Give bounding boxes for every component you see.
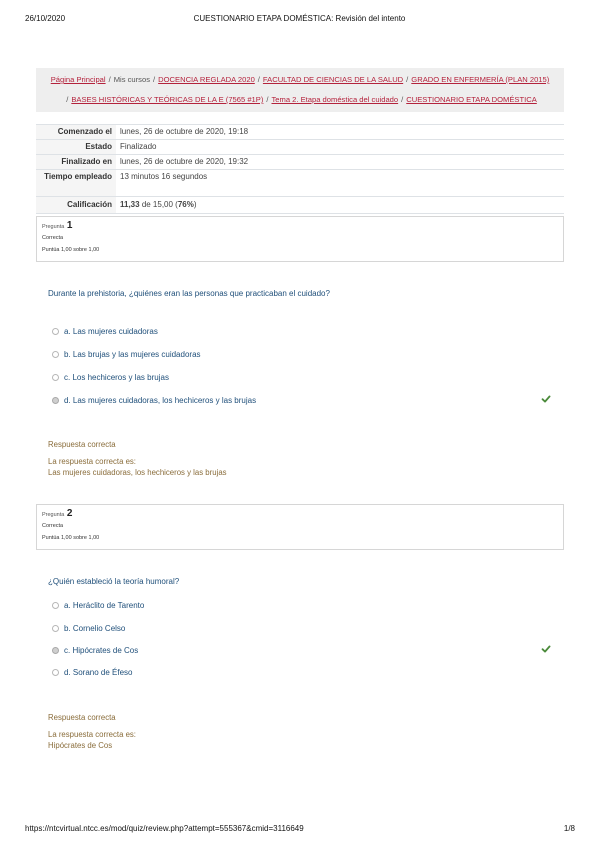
- summary-label: Comenzado el: [36, 125, 116, 140]
- print-date: 26/10/2020: [25, 14, 66, 23]
- radio-icon[interactable]: [52, 647, 59, 654]
- question-number: Pregunta 2: [42, 508, 73, 519]
- check-icon: [541, 394, 551, 404]
- answer-label: c. Hipócrates de Cos: [64, 646, 139, 655]
- breadcrumb-separator: /: [401, 95, 404, 104]
- summary-row-finished: [36, 155, 564, 170]
- answer-label: b. Las brujas y las mujeres cuidadoras: [64, 350, 201, 359]
- summary-row-time-taken: [36, 170, 564, 197]
- right-answer-intro: La respuesta correcta es:: [48, 457, 136, 466]
- grade-close: ): [193, 200, 197, 209]
- check-icon: [541, 644, 551, 654]
- breadcrumb-quiz[interactable]: CUESTIONARIO ETAPA DOMÉSTICA: [406, 95, 537, 104]
- answer-label: d. Las mujeres cuidadoras, los hechiceros y las brujas: [64, 396, 257, 405]
- radio-icon[interactable]: [52, 374, 59, 381]
- summary-value: 13 minutos 16 segundos: [116, 170, 564, 197]
- breadcrumb-separator: /: [266, 95, 269, 104]
- answer-option[interactable]: [52, 624, 562, 636]
- breadcrumb-separator: /: [66, 95, 69, 104]
- radio-icon[interactable]: [52, 397, 59, 404]
- answer-label: a. Heráclito de Tarento: [64, 601, 145, 610]
- right-answer-value: Las mujeres cuidadoras, los hechiceros y las brujas: [48, 468, 227, 477]
- question-1-info: [36, 216, 564, 262]
- question-2-text: ¿Quién estableció la teoría humoral?: [48, 577, 180, 586]
- answer-label: d. Sorano de Éfeso: [64, 668, 133, 677]
- answer-option[interactable]: [52, 350, 562, 362]
- summary-label: Estado: [36, 140, 116, 155]
- question-1-right-answer: [48, 456, 227, 478]
- radio-icon[interactable]: [52, 351, 59, 358]
- question-state: Correcta: [42, 235, 64, 241]
- breadcrumb-topic[interactable]: Tema 2. Etapa doméstica del cuidado: [271, 95, 399, 104]
- print-title: CUESTIONARIO ETAPA DOMÉSTICA: Revisión del intento: [193, 14, 406, 23]
- question-1-text: Durante la prehistoria, ¿quiénes eran las personas que practicaban el cuidado?: [48, 289, 330, 298]
- radio-icon[interactable]: [52, 602, 59, 609]
- summary-value: lunes, 26 de octubre de 2020, 19:18: [116, 125, 564, 140]
- breadcrumb-separator: /: [153, 75, 156, 84]
- breadcrumb-facultad[interactable]: FACULTAD DE CIENCIAS DE LA SALUD: [262, 75, 404, 84]
- print-page-number: 1/8: [563, 824, 575, 833]
- radio-icon[interactable]: [52, 669, 59, 676]
- summary-label: Calificación: [36, 197, 116, 214]
- answer-label: c. Los hechiceros y las brujas: [64, 373, 169, 382]
- summary-label: Tiempo empleado: [36, 170, 116, 197]
- breadcrumb-line-2: [36, 95, 564, 104]
- question-2-right-answer: [48, 729, 136, 751]
- answer-label: b. Cornelio Celso: [64, 624, 126, 633]
- question-number: Pregunta 1: [42, 220, 73, 231]
- breadcrumb-separator: /: [108, 75, 111, 84]
- breadcrumb-separator: /: [257, 75, 260, 84]
- summary-row-state: [36, 140, 564, 155]
- print-url: https://ntcvirtual.ntcc.es/mod/quiz/review.php?attempt=555367&cmid=3116649: [25, 824, 304, 833]
- summary-value: Finalizado: [116, 140, 564, 155]
- grade-percent: 76%: [177, 200, 194, 209]
- breadcrumb: [36, 68, 564, 112]
- question-2-feedback: Respuesta correcta: [48, 713, 116, 722]
- breadcrumb-my-courses: Mis cursos: [113, 75, 151, 84]
- answer-label: a. Las mujeres cuidadoras: [64, 327, 158, 336]
- question-2-info: [36, 504, 564, 550]
- answer-option[interactable]: [52, 327, 562, 339]
- summary-row-started: [36, 125, 564, 140]
- radio-icon[interactable]: [52, 328, 59, 335]
- breadcrumb-course[interactable]: BASES HISTÓRICAS Y TEÓRICAS DE LA E (7565 #1P): [71, 95, 264, 104]
- grade-score: 11,33: [120, 200, 140, 209]
- answer-option[interactable]: [52, 601, 562, 613]
- grade-of-text: de 15,00 (: [141, 200, 178, 209]
- breadcrumb-separator: /: [406, 75, 409, 84]
- answer-option[interactable]: [52, 373, 562, 385]
- right-answer-intro: La respuesta correcta es:: [48, 730, 136, 739]
- radio-icon[interactable]: [52, 625, 59, 632]
- breadcrumb-home[interactable]: Página Principal: [50, 75, 106, 84]
- question-1-feedback: Respuesta correcta: [48, 440, 116, 449]
- answer-option-selected[interactable]: [52, 396, 562, 408]
- question-state: Correcta: [42, 523, 64, 529]
- question-grade: Puntúa 1,00 sobre 1,00: [42, 247, 100, 253]
- summary-row-grade: [36, 197, 564, 214]
- question-grade: Puntúa 1,00 sobre 1,00: [42, 535, 100, 541]
- answer-option[interactable]: [52, 668, 562, 680]
- summary-label: Finalizado en: [36, 155, 116, 170]
- breadcrumb-line-1: [36, 75, 564, 84]
- summary-value: lunes, 26 de octubre de 2020, 19:32: [116, 155, 564, 170]
- breadcrumb-grado[interactable]: GRADO EN ENFERMERÍA (PLAN 2015): [411, 75, 550, 84]
- answer-option-selected[interactable]: [52, 646, 562, 658]
- right-answer-value: Hipócrates de Cos: [48, 741, 113, 750]
- attempt-summary-table: [36, 124, 564, 214]
- summary-value: [116, 197, 564, 214]
- breadcrumb-docencia[interactable]: DOCENCIA REGLADA 2020: [158, 75, 255, 84]
